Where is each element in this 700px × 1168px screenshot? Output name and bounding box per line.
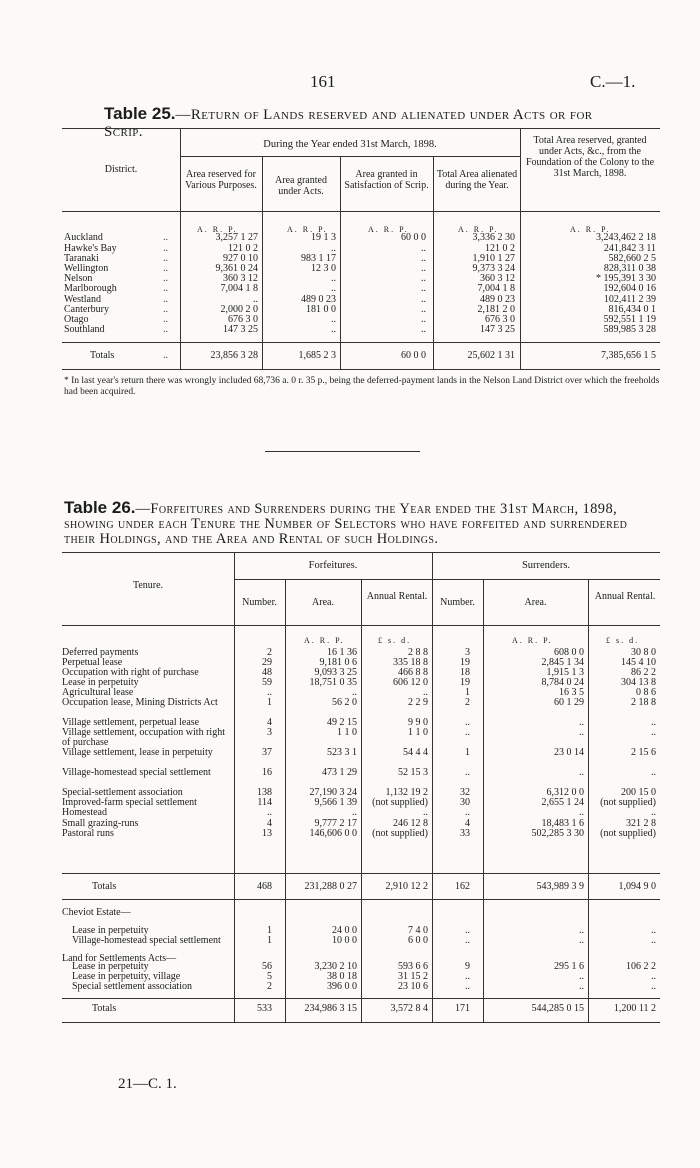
- cell-reserved: 9,361 0 24: [215, 263, 258, 274]
- cell-cumulative: 7,385,656 1 5: [601, 350, 656, 361]
- cell-f_num: 1: [267, 697, 272, 708]
- cell-total: 3,336 2 30: [472, 232, 515, 243]
- cell-f_area: 38 0 18: [327, 971, 357, 982]
- cell-s_rent: 1,200 11 2: [613, 1003, 656, 1014]
- page-footer: 21—C. 1.: [118, 1076, 177, 1092]
- cell-s_num: 3: [465, 647, 470, 658]
- cell-f_num: 13: [262, 828, 272, 839]
- cell-cumulative: 592,551 1 19: [603, 314, 656, 325]
- cell-s_rent: ..: [651, 925, 656, 936]
- cell-f_num: 533: [257, 1003, 272, 1014]
- cell-s_rent: ..: [651, 935, 656, 946]
- cell-f_area: 234,986 3 15: [304, 1003, 357, 1014]
- lfs-heading: Land for Settlements Acts—: [62, 953, 177, 964]
- cell-s_rent: 145 4 10: [621, 657, 656, 668]
- cell-f_num: 16: [262, 767, 272, 778]
- totals-row: [0, 882, 700, 892]
- table-row: [0, 698, 700, 708]
- cell-s_num: 18: [460, 667, 470, 678]
- cell-f_rent: ..: [423, 687, 428, 698]
- cell-s_num: ..: [465, 981, 470, 992]
- cell-acts: ..: [331, 324, 336, 335]
- cell-f_rent: 7 4 0: [408, 925, 428, 936]
- tenure-name: Small grazing-runs: [62, 818, 139, 829]
- cell-f_rent: 606 12 0: [393, 677, 428, 688]
- cell-s_num: 2: [465, 697, 470, 708]
- cell-f_rent: 1 1 0: [408, 727, 428, 738]
- table25-label: Table 25.: [104, 104, 176, 123]
- unit-lsd: £ s. d.: [606, 636, 640, 645]
- cell-cumulative: 582,660 2 5: [608, 253, 656, 264]
- cell-s_area: ..: [579, 717, 584, 728]
- cell-f_rent: ..: [423, 807, 428, 818]
- cell-f_num: 4: [267, 717, 272, 728]
- cell-f_num: 3: [267, 727, 272, 738]
- cell-s_area: 60 1 29: [554, 697, 584, 708]
- cell-f_num: ..: [267, 687, 272, 698]
- cell-reserved: 7,004 1 8: [220, 283, 258, 294]
- cell-s_rent: 2 15 6: [631, 747, 656, 758]
- cell-f_num: 2: [267, 981, 272, 992]
- cell-s_num: 9: [465, 961, 470, 972]
- cell-s_area: 23 0 14: [554, 747, 584, 758]
- cell-f_area: 56 2 0: [332, 697, 357, 708]
- cell-f_area: 1 1 0: [337, 727, 357, 738]
- tenure-name: Special settlement association: [72, 981, 192, 992]
- totals-row: [0, 1004, 700, 1014]
- cell-acts: ..: [331, 243, 336, 254]
- cell-f_rent: 593 6 6: [398, 961, 428, 972]
- table26-header-f-number: Number.: [242, 597, 277, 608]
- cell-s_area: 543,989 3 9: [536, 881, 584, 892]
- cell-f_area: 9,093 3 25: [314, 667, 357, 678]
- cell-s_num: 33: [460, 828, 470, 839]
- district-name: Nelson: [64, 273, 93, 284]
- cell-f_num: 37: [262, 747, 272, 758]
- section-divider: [265, 451, 420, 452]
- cell-reserved: 23,856 3 28: [210, 350, 258, 361]
- leader-dots: ..: [163, 304, 168, 315]
- cell-s_num: ..: [465, 935, 470, 946]
- cell-s_area: 8,784 0 24: [541, 677, 584, 688]
- table25-group-header: During the Year ended 31st March, 1898.: [263, 139, 437, 150]
- cell-f_num: 1: [267, 925, 272, 936]
- cell-f_num: 114: [257, 797, 272, 808]
- table26-header-s-number: Number.: [440, 597, 475, 608]
- table25-header-total-reserved: Total Area reserved, granted under Acts, &c., from the Foundation of the Colony to the 31st March, 1898.: [525, 135, 655, 179]
- cell-f_rent: 54 4 4: [403, 747, 428, 758]
- table26-header-s-area: Area.: [524, 597, 547, 608]
- cell-reserved: 927 0 10: [223, 253, 258, 264]
- cell-f_num: 1: [267, 935, 272, 946]
- cell-total: 9,373 3 24: [472, 263, 515, 274]
- unit-arp: A. R. P.: [458, 225, 499, 234]
- unit-arp: A. R. P.: [287, 225, 328, 234]
- cell-scrip: ..: [421, 314, 426, 325]
- cell-s_rent: 86 2 2: [631, 667, 656, 678]
- cell-f_area: 10 0 0: [332, 935, 357, 946]
- cell-f_area: 9,566 1 39: [314, 797, 357, 808]
- tenure-name: Occupation with right of purchase: [62, 667, 199, 678]
- cell-cumulative: 816,434 0 1: [608, 304, 656, 315]
- unit-arp: A. R. P.: [368, 225, 409, 234]
- cell-s_rent: 321 2 8: [626, 818, 656, 829]
- table26-header-s-rental: Annual Rental.: [594, 591, 656, 602]
- cell-reserved: ..: [253, 294, 258, 305]
- table-row: [0, 315, 700, 325]
- cell-s_area: ..: [579, 981, 584, 992]
- cell-f_rent: 6 0 0: [408, 935, 428, 946]
- cell-reserved: 147 3 25: [223, 324, 258, 335]
- leader-dots: ..: [163, 283, 168, 294]
- tenure-name: Village settlement, occupation with right of purchase: [62, 727, 225, 748]
- district-name: Totals: [90, 350, 115, 361]
- cell-s_num: 4: [465, 818, 470, 829]
- cell-s_rent: 0 8 6: [636, 687, 656, 698]
- cell-f_area: 231,288 0 27: [304, 881, 357, 892]
- cell-scrip: ..: [421, 263, 426, 274]
- district-name: Marlborough: [64, 283, 117, 294]
- tenure-name: Pastoral runs: [62, 828, 114, 839]
- cell-s_rent: ..: [651, 971, 656, 982]
- tenure-name: Lease in perpetuity, village: [72, 971, 181, 982]
- cell-f_area: 49 2 15: [327, 717, 357, 728]
- cell-reserved: 121 0 2: [228, 243, 258, 254]
- cell-f_area: ..: [352, 807, 357, 818]
- cell-s_area: 6,312 0 0: [546, 787, 584, 798]
- cell-s_rent: ..: [651, 981, 656, 992]
- cell-f_area: 9,777 2 17: [314, 818, 357, 829]
- cell-cumulative: 241,842 3 11: [603, 243, 656, 254]
- cell-f_area: ..: [352, 687, 357, 698]
- cell-s_num: 32: [460, 787, 470, 798]
- cell-f_rent: 246 12 8: [393, 818, 428, 829]
- cell-cumulative: 192,604 0 16: [603, 283, 656, 294]
- cell-f_rent: 3,572 8 4: [390, 1003, 428, 1014]
- cell-total: 25,602 1 31: [467, 350, 515, 361]
- table25-header-granted-acts: Area granted under Acts.: [275, 175, 327, 197]
- cell-s_num: 19: [460, 657, 470, 668]
- cell-total: 147 3 25: [480, 324, 515, 335]
- cell-s_area: ..: [579, 807, 584, 818]
- cell-f_area: 16 1 36: [327, 647, 357, 658]
- tenure-name: Lease in perpetuity: [72, 961, 149, 972]
- district-name: Wellington: [64, 263, 109, 274]
- unit-arp: A. R. P.: [512, 636, 553, 645]
- cell-f_area: 18,751 0 35: [309, 677, 357, 688]
- cell-scrip: ..: [421, 324, 426, 335]
- cell-s_num: 171: [455, 1003, 470, 1014]
- cell-f_rent: 2 8 8: [408, 647, 428, 658]
- cell-s_num: 162: [455, 881, 470, 892]
- cell-total: 676 3 0: [485, 314, 515, 325]
- table25-title-text: —Return of Lands reserved and alienated under Acts or for Scrip.: [104, 107, 593, 140]
- cell-s_rent: (not supplied): [600, 828, 656, 839]
- cell-reserved: 3,257 1 27: [215, 232, 258, 243]
- cell-f_area: 396 0 0: [327, 981, 357, 992]
- leader-dots: ..: [163, 273, 168, 284]
- table-row: [0, 233, 700, 243]
- cell-f_rent: 335 18 8: [393, 657, 428, 668]
- cell-s_num: ..: [465, 925, 470, 936]
- cell-s_rent: 200 15 0: [621, 787, 656, 798]
- district-name: Hawke's Bay: [64, 243, 117, 254]
- table26-header-surrenders: Surrenders.: [521, 560, 571, 571]
- tenure-name: Totals: [92, 881, 117, 892]
- unit-arp: A. R. P.: [197, 225, 238, 234]
- cell-f_num: ..: [267, 807, 272, 818]
- cell-s_area: 16 3 5: [559, 687, 584, 698]
- cell-scrip: ..: [421, 294, 426, 305]
- tenure-name: Occupation lease, Mining Districts Act: [62, 697, 218, 708]
- cell-s_rent: ..: [651, 727, 656, 738]
- cell-f_area: 146,606 0 0: [309, 828, 357, 839]
- page-reference: C.—1.: [590, 72, 636, 91]
- cell-f_num: 29: [262, 657, 272, 668]
- unit-arp: A. R. P.: [570, 225, 611, 234]
- cell-total: 489 0 23: [480, 294, 515, 305]
- cell-s_area: 2,845 1 34: [541, 657, 584, 668]
- cell-scrip: ..: [421, 273, 426, 284]
- cell-f_rent: 23 10 6: [398, 981, 428, 992]
- table-row: [0, 748, 700, 758]
- cell-cumulative: 828,311 0 38: [603, 263, 656, 274]
- cell-s_area: 608 0 0: [554, 647, 584, 658]
- table26-header-f-rental: Annual Rental.: [366, 591, 428, 602]
- tenure-name: Special-settlement association: [62, 787, 183, 798]
- tenure-name: Homestead: [62, 807, 107, 818]
- cell-s_rent: ..: [651, 767, 656, 778]
- district-name: Auckland: [64, 232, 103, 243]
- unit-lsd: £ s. d.: [378, 636, 412, 645]
- table-row: [0, 727, 700, 748]
- cell-acts: 19 1 3: [311, 232, 336, 243]
- cell-total: 1,910 1 27: [472, 253, 515, 264]
- cell-acts: 181 0 0: [306, 304, 336, 315]
- tenure-name: Lease in perpetuity: [72, 925, 149, 936]
- cell-s_area: 295 1 6: [554, 961, 584, 972]
- table-row: [0, 982, 700, 992]
- district-name: Westland: [64, 294, 101, 305]
- leader-dots: ..: [163, 294, 168, 305]
- tenure-name: Agricultural lease: [62, 687, 134, 698]
- cell-s_num: ..: [465, 971, 470, 982]
- cell-s_area: ..: [579, 935, 584, 946]
- tenure-name: Lease in perpetuity: [62, 677, 139, 688]
- cell-s_num: 1: [465, 687, 470, 698]
- cell-s_num: ..: [465, 717, 470, 728]
- tenure-name: Village settlement, lease in perpetuity: [62, 747, 213, 758]
- cell-acts: 12 3 0: [311, 263, 336, 274]
- cell-f_num: 56: [262, 961, 272, 972]
- table26-title: [64, 500, 634, 547]
- cell-f_area: 523 3 1: [327, 747, 357, 758]
- cell-reserved: 676 3 0: [228, 314, 258, 325]
- cell-f_rent: 1,132 19 2: [385, 787, 428, 798]
- cell-scrip: ..: [421, 304, 426, 315]
- cell-s_rent: ..: [651, 807, 656, 818]
- cell-f_rent: (not supplied): [372, 797, 428, 808]
- cell-s_rent: ..: [651, 717, 656, 728]
- cell-s_area: ..: [579, 767, 584, 778]
- cell-f_rent: (not supplied): [372, 828, 428, 839]
- leader-dots: ..: [163, 253, 168, 264]
- cell-s_num: 1: [465, 747, 470, 758]
- tenure-name: Perpetual lease: [62, 657, 123, 668]
- cell-s_area: 544,285 0 15: [531, 1003, 584, 1014]
- leader-dots: ..: [163, 314, 168, 325]
- cell-scrip: ..: [421, 283, 426, 294]
- cell-f_rent: 466 8 8: [398, 667, 428, 678]
- table25-header-total-alienated: Total Area alienated during the Year.: [436, 169, 518, 191]
- cell-s_num: ..: [465, 727, 470, 738]
- cell-acts: ..: [331, 283, 336, 294]
- district-name: Otago: [64, 314, 89, 325]
- cell-f_rent: 31 15 2: [398, 971, 428, 982]
- table-row: [0, 244, 700, 254]
- leader-dots: ..: [163, 350, 168, 361]
- table26-header-forfeitures: Forfeitures.: [308, 560, 358, 571]
- page-number: 161: [310, 72, 336, 91]
- cell-acts: ..: [331, 273, 336, 284]
- tenure-name: Deferred payments: [62, 647, 139, 658]
- cell-f_num: 4: [267, 818, 272, 829]
- cell-f_num: 468: [257, 881, 272, 892]
- cell-f_area: 24 0 0: [332, 925, 357, 936]
- cell-s_num: 30: [460, 797, 470, 808]
- cell-acts: 1,685 2 3: [298, 350, 336, 361]
- table25-header-granted-scrip: Area granted in Satisfaction of Scrip.: [344, 169, 429, 191]
- table-row: [0, 305, 700, 315]
- cell-acts: 489 0 23: [301, 294, 336, 305]
- table25-footnote: * In last year's return there was wrongly included 68,736 a. 0 r. 35 p., being the deferred-payment lands in the Nelson Land District over which the freeholds had been acquired.: [64, 376, 660, 397]
- cell-total: 7,004 1 8: [477, 283, 515, 294]
- cell-s_rent: 106 2 2: [626, 961, 656, 972]
- cell-f_rent: 2,910 12 2: [385, 881, 428, 892]
- cell-acts: ..: [331, 314, 336, 325]
- cell-f_rent: 2 2 9: [408, 697, 428, 708]
- cell-s_area: 502,285 3 30: [531, 828, 584, 839]
- leader-dots: ..: [163, 324, 168, 335]
- cell-f_area: 473 1 29: [322, 767, 357, 778]
- cell-s_area: ..: [579, 971, 584, 982]
- cell-reserved: 2,000 2 0: [220, 304, 258, 315]
- cell-cumulative: * 195,391 3 30: [596, 273, 656, 284]
- table25-header-district: District.: [104, 164, 138, 175]
- district-name: Southland: [64, 324, 105, 335]
- cell-f_num: 48: [262, 667, 272, 678]
- table-row: [0, 808, 700, 818]
- cell-s_rent: 2 18 8: [631, 697, 656, 708]
- cell-cumulative: 102,411 2 39: [603, 294, 656, 305]
- tenure-name: Village-homestead special settlement: [62, 767, 211, 778]
- cell-cumulative: 3,243,462 2 18: [596, 232, 656, 243]
- table26-label: Table 26.: [64, 498, 136, 517]
- cell-s_rent: 1,094 9 0: [618, 881, 656, 892]
- cell-f_num: 5: [267, 971, 272, 982]
- cell-cumulative: 589,985 3 28: [603, 324, 656, 335]
- cell-total: 360 3 12: [480, 273, 515, 284]
- cell-f_rent: 9 9 0: [408, 717, 428, 728]
- table26-header-tenure: Tenure.: [132, 580, 164, 591]
- table-row: [0, 325, 700, 335]
- cell-s_area: ..: [579, 727, 584, 738]
- cell-f_area: 9,181 0 6: [319, 657, 357, 668]
- cell-scrip: ..: [421, 243, 426, 254]
- table26-header-f-area: Area.: [312, 597, 334, 608]
- leader-dots: ..: [163, 263, 168, 274]
- tenure-name: Village-homestead special settlement: [72, 935, 221, 946]
- cell-reserved: 360 3 12: [223, 273, 258, 284]
- cheviot-heading: Cheviot Estate—: [62, 907, 131, 918]
- cell-total: 2,181 2 0: [477, 304, 515, 315]
- cell-f_area: 27,190 3 24: [309, 787, 357, 798]
- totals-row: [0, 351, 700, 361]
- cell-f_rent: 52 15 3: [398, 767, 428, 778]
- cell-s_num: ..: [465, 807, 470, 818]
- cell-f_num: 59: [262, 677, 272, 688]
- table-row: [0, 829, 700, 839]
- cell-s_num: 19: [460, 677, 470, 688]
- cell-s_area: ..: [579, 925, 584, 936]
- cell-acts: 983 1 17: [301, 253, 336, 264]
- tenure-name: Village settlement, perpetual lease: [62, 717, 200, 728]
- cell-s_rent: (not supplied): [600, 797, 656, 808]
- cell-s_rent: 304 13 8: [621, 677, 656, 688]
- cell-s_area: 1,915 1 3: [546, 667, 584, 678]
- cell-f_area: 3,230 2 10: [314, 961, 357, 972]
- cell-scrip: ..: [421, 253, 426, 264]
- cell-s_area: 2,655 1 24: [541, 797, 584, 808]
- cell-s_area: 18,483 1 6: [541, 818, 584, 829]
- table26-title-text: —Forfeitures and Surrenders during the Year ended the 31st March, 1898, showing under each Tenure the Number of Selectors who have forfeited and surrendered their Holdings, and the Area and Rental of such Holdings.: [64, 501, 628, 547]
- cell-scrip: 60 0 0: [401, 350, 426, 361]
- leader-dots: ..: [163, 232, 168, 243]
- cell-scrip: 60 0 0: [401, 232, 426, 243]
- leader-dots: ..: [163, 243, 168, 254]
- table-row: [0, 284, 700, 294]
- table-row: [0, 264, 700, 274]
- table-row: [0, 768, 700, 778]
- cell-s_rent: 30 8 0: [631, 647, 656, 658]
- tenure-name: Improved-farm special settlement: [62, 797, 197, 808]
- cell-f_num: 138: [257, 787, 272, 798]
- district-name: Canterbury: [64, 304, 109, 315]
- cell-f_num: 2: [267, 647, 272, 658]
- cell-s_num: ..: [465, 767, 470, 778]
- tenure-name: Totals: [92, 1003, 117, 1014]
- cell-total: 121 0 2: [485, 243, 515, 254]
- unit-arp: A. R. P.: [304, 636, 345, 645]
- district-name: Taranaki: [64, 253, 99, 264]
- table-row: [0, 936, 700, 946]
- table25-header-reserved: Area reserved for Various Purposes.: [185, 169, 257, 191]
